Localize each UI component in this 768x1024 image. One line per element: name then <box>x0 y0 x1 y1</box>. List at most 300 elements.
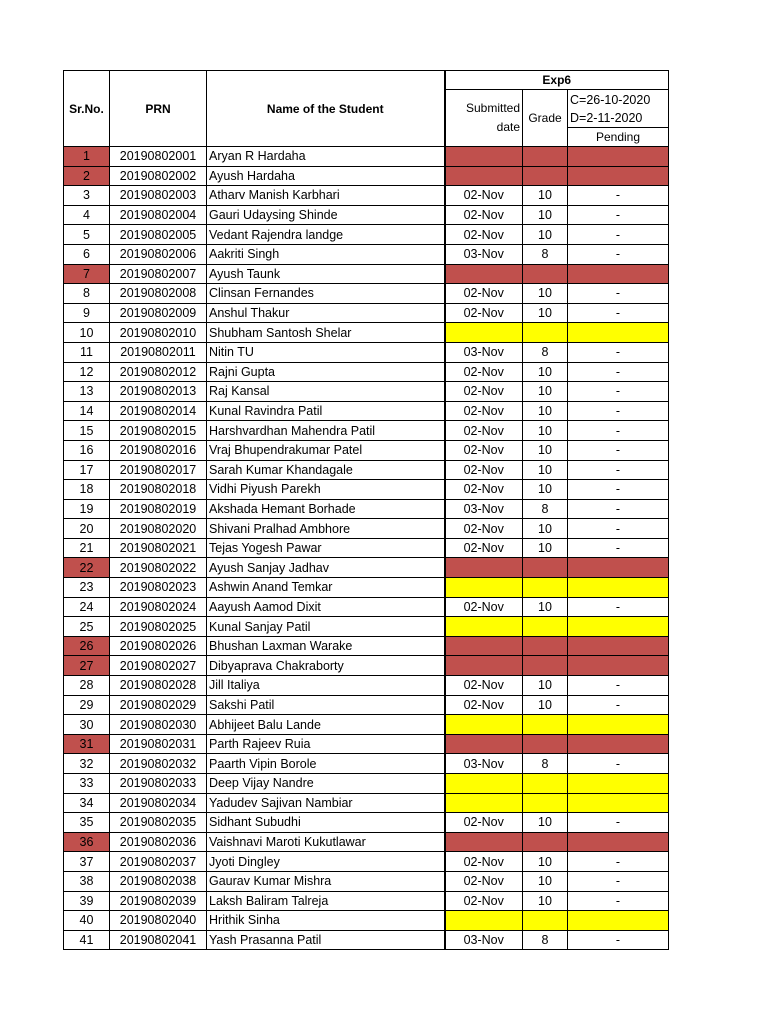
cell-sr-no: 7 <box>64 264 110 284</box>
cell-student-name: Yadudev Sajivan Nambiar <box>207 793 445 813</box>
cell-submitted-date: 03-Nov <box>445 930 523 950</box>
cell-prn: 20190802034 <box>110 793 207 813</box>
cell-submitted-date: 02-Nov <box>445 401 523 421</box>
cell-student-name: Aakriti Singh <box>207 244 445 264</box>
cell-prn: 20190802024 <box>110 597 207 617</box>
cell-sr-no: 36 <box>64 832 110 852</box>
header-c-date: C=26-10-2020 <box>570 92 651 107</box>
cell-prn: 20190802003 <box>110 186 207 206</box>
cell-grade <box>523 734 568 754</box>
cell-submitted-date: 02-Nov <box>445 284 523 304</box>
header-prn: PRN <box>110 71 207 147</box>
table-row <box>64 186 669 206</box>
cell-pending <box>568 793 669 813</box>
cell-submitted-date <box>445 147 523 167</box>
cell-prn: 20190802036 <box>110 832 207 852</box>
table-row <box>64 499 669 519</box>
cell-pending: - <box>568 597 669 617</box>
cell-pending: - <box>568 342 669 362</box>
cell-pending: - <box>568 421 669 441</box>
cell-sr-no: 35 <box>64 813 110 833</box>
cell-student-name: Vidhi Piyush Parekh <box>207 480 445 500</box>
cell-pending: - <box>568 519 669 539</box>
cell-grade: 10 <box>523 362 568 382</box>
table-row <box>64 656 669 676</box>
cell-sr-no: 9 <box>64 303 110 323</box>
cell-prn: 20190802001 <box>110 147 207 167</box>
cell-pending <box>568 323 669 343</box>
cell-submitted-date: 02-Nov <box>445 813 523 833</box>
cell-pending <box>568 264 669 284</box>
cell-grade: 10 <box>523 421 568 441</box>
cell-grade <box>523 558 568 578</box>
header-deadlines <box>568 90 669 128</box>
cell-student-name: Vaishnavi Maroti Kukutlawar <box>207 832 445 852</box>
cell-sr-no: 5 <box>64 225 110 245</box>
cell-submitted-date: 02-Nov <box>445 852 523 872</box>
table-row <box>64 244 669 264</box>
table-row <box>64 754 669 774</box>
cell-pending <box>568 578 669 598</box>
table-row <box>64 382 669 402</box>
cell-grade: 8 <box>523 754 568 774</box>
cell-grade: 10 <box>523 460 568 480</box>
table-row <box>64 813 669 833</box>
cell-prn: 20190802030 <box>110 715 207 735</box>
cell-pending: - <box>568 754 669 774</box>
header-sr-no: Sr.No. <box>64 71 110 147</box>
cell-student-name: Kunal Sanjay Patil <box>207 617 445 637</box>
cell-pending <box>568 147 669 167</box>
cell-sr-no: 12 <box>64 362 110 382</box>
table-row <box>64 519 669 539</box>
cell-submitted-date <box>445 323 523 343</box>
cell-grade: 10 <box>523 205 568 225</box>
cell-pending: - <box>568 303 669 323</box>
cell-grade <box>523 793 568 813</box>
cell-grade: 10 <box>523 597 568 617</box>
cell-prn: 20190802033 <box>110 774 207 794</box>
cell-student-name: Shivani Pralhad Ambhore <box>207 519 445 539</box>
cell-pending: - <box>568 362 669 382</box>
cell-grade <box>523 166 568 186</box>
cell-pending <box>568 715 669 735</box>
cell-submitted-date: 02-Nov <box>445 891 523 911</box>
cell-grade: 10 <box>523 401 568 421</box>
cell-sr-no: 11 <box>64 342 110 362</box>
cell-sr-no: 39 <box>64 891 110 911</box>
cell-sr-no: 29 <box>64 695 110 715</box>
cell-student-name: Laksh Baliram Talreja <box>207 891 445 911</box>
table-row <box>64 440 669 460</box>
cell-sr-no: 26 <box>64 636 110 656</box>
cell-grade: 10 <box>523 303 568 323</box>
cell-pending: - <box>568 676 669 696</box>
table-row <box>64 871 669 891</box>
cell-prn: 20190802041 <box>110 930 207 950</box>
cell-pending: - <box>568 930 669 950</box>
cell-grade: 10 <box>523 871 568 891</box>
cell-sr-no: 41 <box>64 930 110 950</box>
table-row <box>64 636 669 656</box>
table-row <box>64 401 669 421</box>
cell-student-name: Jyoti Dingley <box>207 852 445 872</box>
cell-submitted-date: 02-Nov <box>445 421 523 441</box>
cell-prn: 20190802017 <box>110 460 207 480</box>
cell-grade: 10 <box>523 538 568 558</box>
cell-prn: 20190802031 <box>110 734 207 754</box>
cell-submitted-date: 02-Nov <box>445 519 523 539</box>
cell-grade: 10 <box>523 480 568 500</box>
table-header <box>64 71 669 147</box>
table-row <box>64 558 669 578</box>
cell-submitted-date: 02-Nov <box>445 205 523 225</box>
cell-grade <box>523 636 568 656</box>
cell-prn: 20190802002 <box>110 166 207 186</box>
cell-grade: 10 <box>523 695 568 715</box>
cell-submitted-date: 02-Nov <box>445 597 523 617</box>
cell-prn: 20190802018 <box>110 480 207 500</box>
cell-sr-no: 24 <box>64 597 110 617</box>
cell-submitted-date: 02-Nov <box>445 695 523 715</box>
cell-grade <box>523 774 568 794</box>
cell-student-name: Aryan R Hardaha <box>207 147 445 167</box>
cell-submitted-date <box>445 832 523 852</box>
cell-student-name: Yash Prasanna Patil <box>207 930 445 950</box>
cell-sr-no: 30 <box>64 715 110 735</box>
cell-sr-no: 22 <box>64 558 110 578</box>
cell-grade: 8 <box>523 930 568 950</box>
cell-student-name: Hrithik Sinha <box>207 911 445 931</box>
cell-sr-no: 28 <box>64 676 110 696</box>
cell-student-name: Tejas Yogesh Pawar <box>207 538 445 558</box>
cell-submitted-date: 03-Nov <box>445 244 523 264</box>
cell-pending <box>568 774 669 794</box>
header-experiment: Exp6 <box>445 71 669 90</box>
cell-prn: 20190802032 <box>110 754 207 774</box>
cell-sr-no: 27 <box>64 656 110 676</box>
cell-prn: 20190802035 <box>110 813 207 833</box>
cell-submitted-date <box>445 715 523 735</box>
cell-submitted-date: 02-Nov <box>445 382 523 402</box>
cell-submitted-date: 02-Nov <box>445 303 523 323</box>
cell-submitted-date <box>445 911 523 931</box>
cell-grade <box>523 323 568 343</box>
cell-pending <box>568 558 669 578</box>
cell-prn: 20190802015 <box>110 421 207 441</box>
cell-grade <box>523 715 568 735</box>
cell-sr-no: 19 <box>64 499 110 519</box>
cell-sr-no: 15 <box>64 421 110 441</box>
cell-pending: - <box>568 382 669 402</box>
cell-grade: 8 <box>523 244 568 264</box>
cell-pending: - <box>568 244 669 264</box>
cell-pending: - <box>568 460 669 480</box>
cell-sr-no: 16 <box>64 440 110 460</box>
cell-student-name: Abhijeet Balu Lande <box>207 715 445 735</box>
cell-submitted-date: 03-Nov <box>445 499 523 519</box>
cell-sr-no: 25 <box>64 617 110 637</box>
cell-student-name: Anshul Thakur <box>207 303 445 323</box>
cell-pending: - <box>568 205 669 225</box>
table-row <box>64 734 669 754</box>
cell-prn: 20190802022 <box>110 558 207 578</box>
cell-pending: - <box>568 871 669 891</box>
cell-grade <box>523 617 568 637</box>
table-row <box>64 460 669 480</box>
cell-prn: 20190802009 <box>110 303 207 323</box>
cell-student-name: Jill Italiya <box>207 676 445 696</box>
submission-table <box>63 70 669 950</box>
table-row <box>64 303 669 323</box>
cell-prn: 20190802040 <box>110 911 207 931</box>
cell-sr-no: 20 <box>64 519 110 539</box>
cell-pending <box>568 636 669 656</box>
cell-grade <box>523 264 568 284</box>
table-row <box>64 832 669 852</box>
cell-pending <box>568 166 669 186</box>
cell-sr-no: 8 <box>64 284 110 304</box>
cell-student-name: Bhushan Laxman Warake <box>207 636 445 656</box>
cell-prn: 20190802013 <box>110 382 207 402</box>
cell-student-name: Ayush Taunk <box>207 264 445 284</box>
cell-submitted-date: 03-Nov <box>445 754 523 774</box>
cell-prn: 20190802011 <box>110 342 207 362</box>
cell-pending <box>568 656 669 676</box>
cell-grade: 10 <box>523 186 568 206</box>
cell-submitted-date: 02-Nov <box>445 186 523 206</box>
cell-prn: 20190802006 <box>110 244 207 264</box>
cell-submitted-date <box>445 636 523 656</box>
cell-prn: 20190802010 <box>110 323 207 343</box>
cell-pending: - <box>568 186 669 206</box>
cell-pending: - <box>568 538 669 558</box>
header-d-date: D=2-11-2020 <box>570 110 643 125</box>
cell-sr-no: 21 <box>64 538 110 558</box>
table-row <box>64 617 669 637</box>
cell-sr-no: 6 <box>64 244 110 264</box>
cell-submitted-date: 02-Nov <box>445 480 523 500</box>
cell-submitted-date <box>445 578 523 598</box>
cell-sr-no: 1 <box>64 147 110 167</box>
cell-student-name: Ayush Hardaha <box>207 166 445 186</box>
cell-prn: 20190802005 <box>110 225 207 245</box>
table-row <box>64 225 669 245</box>
cell-student-name: Kunal Ravindra Patil <box>207 401 445 421</box>
cell-prn: 20190802021 <box>110 538 207 558</box>
cell-grade <box>523 911 568 931</box>
cell-prn: 20190802020 <box>110 519 207 539</box>
cell-sr-no: 17 <box>64 460 110 480</box>
table-row <box>64 362 669 382</box>
cell-sr-no: 13 <box>64 382 110 402</box>
cell-prn: 20190802025 <box>110 617 207 637</box>
cell-sr-no: 23 <box>64 578 110 598</box>
cell-sr-no: 18 <box>64 480 110 500</box>
cell-sr-no: 4 <box>64 205 110 225</box>
table-row <box>64 166 669 186</box>
cell-grade: 10 <box>523 284 568 304</box>
cell-prn: 20190802007 <box>110 264 207 284</box>
cell-student-name: Atharv Manish Karbhari <box>207 186 445 206</box>
table-row <box>64 695 669 715</box>
table-row <box>64 480 669 500</box>
table-row <box>64 421 669 441</box>
cell-student-name: Dibyaprava Chakraborty <box>207 656 445 676</box>
cell-pending <box>568 832 669 852</box>
cell-submitted-date <box>445 617 523 637</box>
cell-sr-no: 14 <box>64 401 110 421</box>
cell-sr-no: 33 <box>64 774 110 794</box>
cell-prn: 20190802029 <box>110 695 207 715</box>
cell-student-name: Deep Vijay Nandre <box>207 774 445 794</box>
table-row <box>64 715 669 735</box>
cell-grade: 8 <box>523 499 568 519</box>
cell-student-name: Vedant Rajendra landge <box>207 225 445 245</box>
cell-student-name: Gaurav Kumar Mishra <box>207 871 445 891</box>
table-row <box>64 911 669 931</box>
cell-prn: 20190802026 <box>110 636 207 656</box>
cell-prn: 20190802014 <box>110 401 207 421</box>
cell-prn: 20190802039 <box>110 891 207 911</box>
cell-prn: 20190802027 <box>110 656 207 676</box>
table-row <box>64 774 669 794</box>
cell-pending: - <box>568 891 669 911</box>
cell-grade: 10 <box>523 852 568 872</box>
cell-student-name: Sarah Kumar Khandagale <box>207 460 445 480</box>
cell-submitted-date <box>445 734 523 754</box>
cell-grade <box>523 832 568 852</box>
cell-pending: - <box>568 440 669 460</box>
cell-submitted-date <box>445 264 523 284</box>
header-grade: Grade <box>523 90 568 147</box>
cell-student-name: Vraj Bhupendrakumar Patel <box>207 440 445 460</box>
cell-prn: 20190802004 <box>110 205 207 225</box>
cell-grade: 10 <box>523 813 568 833</box>
cell-sr-no: 38 <box>64 871 110 891</box>
cell-prn: 20190802037 <box>110 852 207 872</box>
cell-sr-no: 10 <box>64 323 110 343</box>
cell-student-name: Gauri Udaysing Shinde <box>207 205 445 225</box>
cell-pending: - <box>568 480 669 500</box>
cell-student-name: Aayush Aamod Dixit <box>207 597 445 617</box>
cell-pending: - <box>568 852 669 872</box>
cell-prn: 20190802028 <box>110 676 207 696</box>
cell-grade: 10 <box>523 676 568 696</box>
cell-sr-no: 31 <box>64 734 110 754</box>
cell-submitted-date: 02-Nov <box>445 538 523 558</box>
cell-pending: - <box>568 284 669 304</box>
cell-prn: 20190802023 <box>110 578 207 598</box>
table-row <box>64 793 669 813</box>
cell-submitted-date: 02-Nov <box>445 225 523 245</box>
cell-submitted-date: 02-Nov <box>445 871 523 891</box>
cell-student-name: Ayush Sanjay Jadhav <box>207 558 445 578</box>
cell-submitted-date: 02-Nov <box>445 676 523 696</box>
cell-sr-no: 37 <box>64 852 110 872</box>
cell-submitted-date: 03-Nov <box>445 342 523 362</box>
cell-submitted-date: 02-Nov <box>445 362 523 382</box>
header-student-name: Name of the Student <box>207 71 445 147</box>
table-row <box>64 852 669 872</box>
cell-grade: 10 <box>523 382 568 402</box>
table-body <box>64 147 669 950</box>
cell-sr-no: 2 <box>64 166 110 186</box>
table-row <box>64 342 669 362</box>
cell-student-name: Harshvardhan Mahendra Patil <box>207 421 445 441</box>
cell-submitted-date <box>445 656 523 676</box>
cell-prn: 20190802016 <box>110 440 207 460</box>
cell-prn: 20190802008 <box>110 284 207 304</box>
cell-prn: 20190802012 <box>110 362 207 382</box>
cell-student-name: Sakshi Patil <box>207 695 445 715</box>
cell-pending: - <box>568 225 669 245</box>
cell-sr-no: 32 <box>64 754 110 774</box>
cell-grade <box>523 578 568 598</box>
header-submitted-date: Submitted date <box>445 90 523 147</box>
cell-pending: - <box>568 401 669 421</box>
cell-pending: - <box>568 499 669 519</box>
table-row <box>64 597 669 617</box>
table-row <box>64 205 669 225</box>
cell-sr-no: 40 <box>64 911 110 931</box>
table-row <box>64 264 669 284</box>
cell-student-name: Rajni Gupta <box>207 362 445 382</box>
table-row <box>64 284 669 304</box>
cell-pending <box>568 617 669 637</box>
cell-student-name: Clinsan Fernandes <box>207 284 445 304</box>
cell-student-name: Parth Rajeev Ruia <box>207 734 445 754</box>
header-pending: Pending <box>568 128 669 147</box>
cell-submitted-date <box>445 558 523 578</box>
cell-submitted-date <box>445 774 523 794</box>
cell-grade: 10 <box>523 519 568 539</box>
table-row <box>64 578 669 598</box>
cell-grade: 10 <box>523 891 568 911</box>
table-row <box>64 538 669 558</box>
cell-grade <box>523 656 568 676</box>
table-row <box>64 147 669 167</box>
cell-submitted-date: 02-Nov <box>445 440 523 460</box>
cell-student-name: Shubham Santosh Shelar <box>207 323 445 343</box>
cell-grade: 10 <box>523 440 568 460</box>
cell-pending <box>568 734 669 754</box>
cell-student-name: Paarth Vipin Borole <box>207 754 445 774</box>
cell-student-name: Nitin TU <box>207 342 445 362</box>
cell-sr-no: 34 <box>64 793 110 813</box>
cell-prn: 20190802038 <box>110 871 207 891</box>
table-row <box>64 891 669 911</box>
cell-pending <box>568 911 669 931</box>
cell-pending: - <box>568 813 669 833</box>
cell-submitted-date: 02-Nov <box>445 460 523 480</box>
cell-student-name: Raj Kansal <box>207 382 445 402</box>
cell-grade: 10 <box>523 225 568 245</box>
table-row <box>64 676 669 696</box>
cell-student-name: Ashwin Anand Temkar <box>207 578 445 598</box>
cell-prn: 20190802019 <box>110 499 207 519</box>
cell-student-name: Akshada Hemant Borhade <box>207 499 445 519</box>
cell-grade: 8 <box>523 342 568 362</box>
table-row <box>64 930 669 950</box>
cell-submitted-date <box>445 793 523 813</box>
cell-student-name: Sidhant Subudhi <box>207 813 445 833</box>
cell-pending: - <box>568 695 669 715</box>
table-row <box>64 323 669 343</box>
cell-sr-no: 3 <box>64 186 110 206</box>
cell-grade <box>523 147 568 167</box>
cell-submitted-date <box>445 166 523 186</box>
